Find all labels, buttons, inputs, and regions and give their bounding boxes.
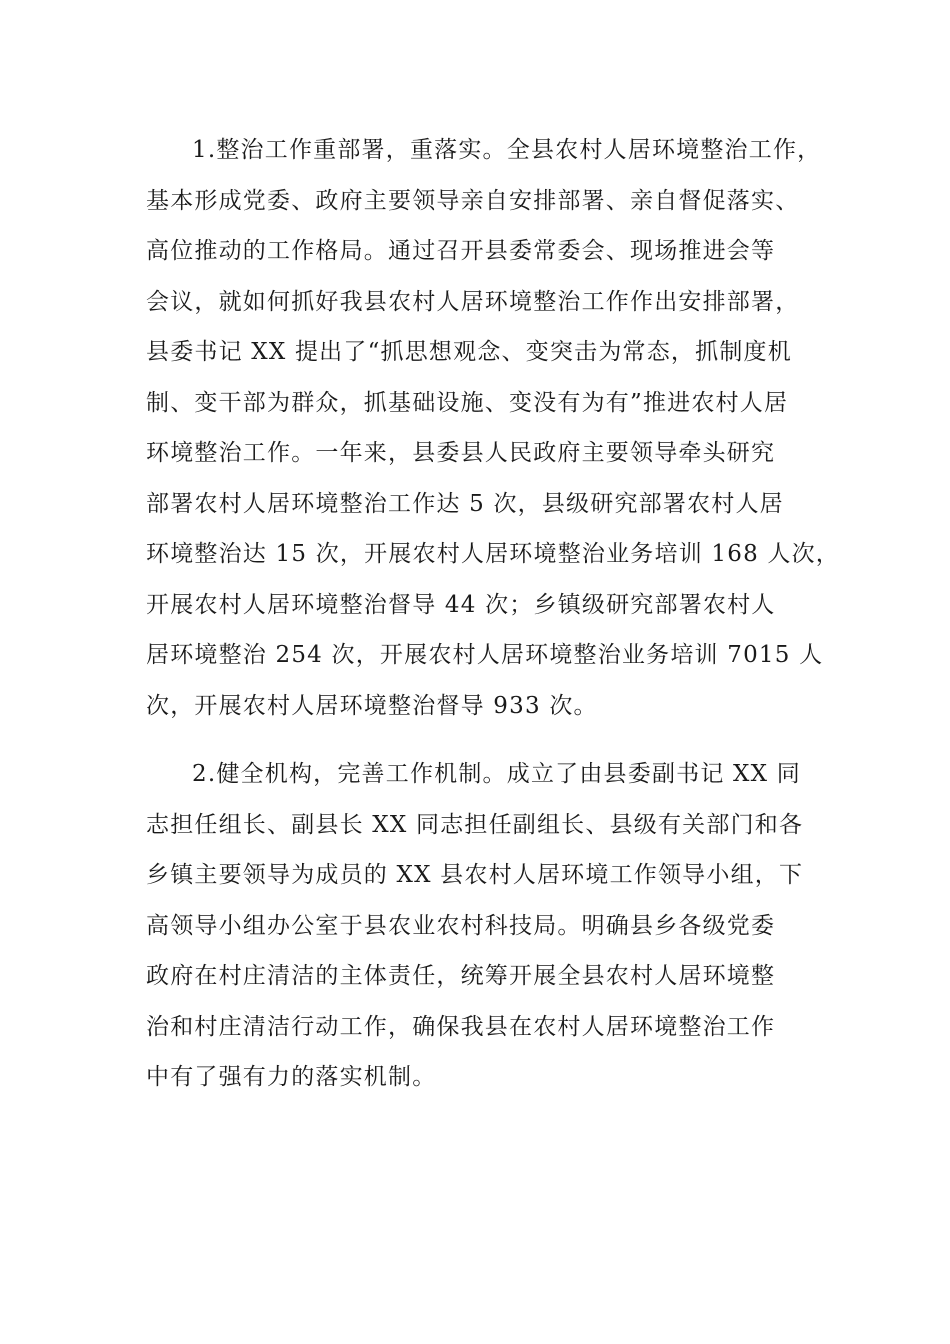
paragraph-line: 乡镇主要领导为成员的 XX 县农村人居环境工作领导小组，下 (146, 862, 804, 888)
paragraph-line: 基本形成党委、政府主要领导亲自安排部署、亲自督促落实、 (146, 187, 800, 214)
paragraph-line: 环境整治工作。一年来，县委县人民政府主要领导牵头研究 (146, 440, 776, 466)
paragraph-line: 高位推动的工作格局。通过召开县委常委会、现场推进会等 (146, 238, 776, 264)
paragraph-1 (146, 125, 841, 731)
paragraph-line: 会议，就如何抓好我县农村人居环境整治工作作出安排部署， (146, 288, 800, 315)
paragraph-line: 中有了强有力的落实机制。 (146, 1064, 437, 1090)
paragraph-line: 县委书记 XX 提出了“抓思想观念、变突击为常态，抓制度机 (146, 339, 792, 365)
paragraph-line: 2.健全机构，完善工作机制。成立了由县委副书记 XX 同 (192, 761, 801, 787)
paragraph-2 (146, 749, 826, 1103)
paragraph-line: 高领导小组办公室于县农业农村科技局。明确县乡各级党委 (146, 912, 776, 939)
paragraph-line: 政府在村庄清洁的主体责任，统筹开展全县农村人居环境整 (146, 963, 776, 989)
paragraph-line: 志担任组长、副县长 XX 同志担任副组长、县级有关部门和各 (146, 811, 804, 838)
paragraph-line: 次，开展农村人居环境整治督导 933 次。 (146, 692, 598, 719)
paragraph-line: 部署农村人居环境整治工作达 5 次，县级研究部署农村人居 (146, 490, 784, 517)
paragraph-line: 环境整治达 15 次，开展农村人居环境整治业务培训 168 人次， (146, 541, 841, 567)
paragraph-line: 治和村庄清洁行动工作，确保我县在农村人居环境整治工作 (146, 1013, 776, 1040)
paragraph-line: 开展农村人居环境整治督导 44 次；乡镇级研究部署农村人 (146, 591, 776, 618)
paragraph-line: 1.整治工作重部署，重落实。全县农村人居环境整治工作， (192, 137, 822, 163)
paragraph-line: 居环境整治 254 次，开展农村人居环境整治业务培训 7015 人 (146, 642, 824, 668)
paragraph-line: 制、变干部为群众，抓基础设施、变没有为有”推进农村人居 (146, 389, 789, 416)
